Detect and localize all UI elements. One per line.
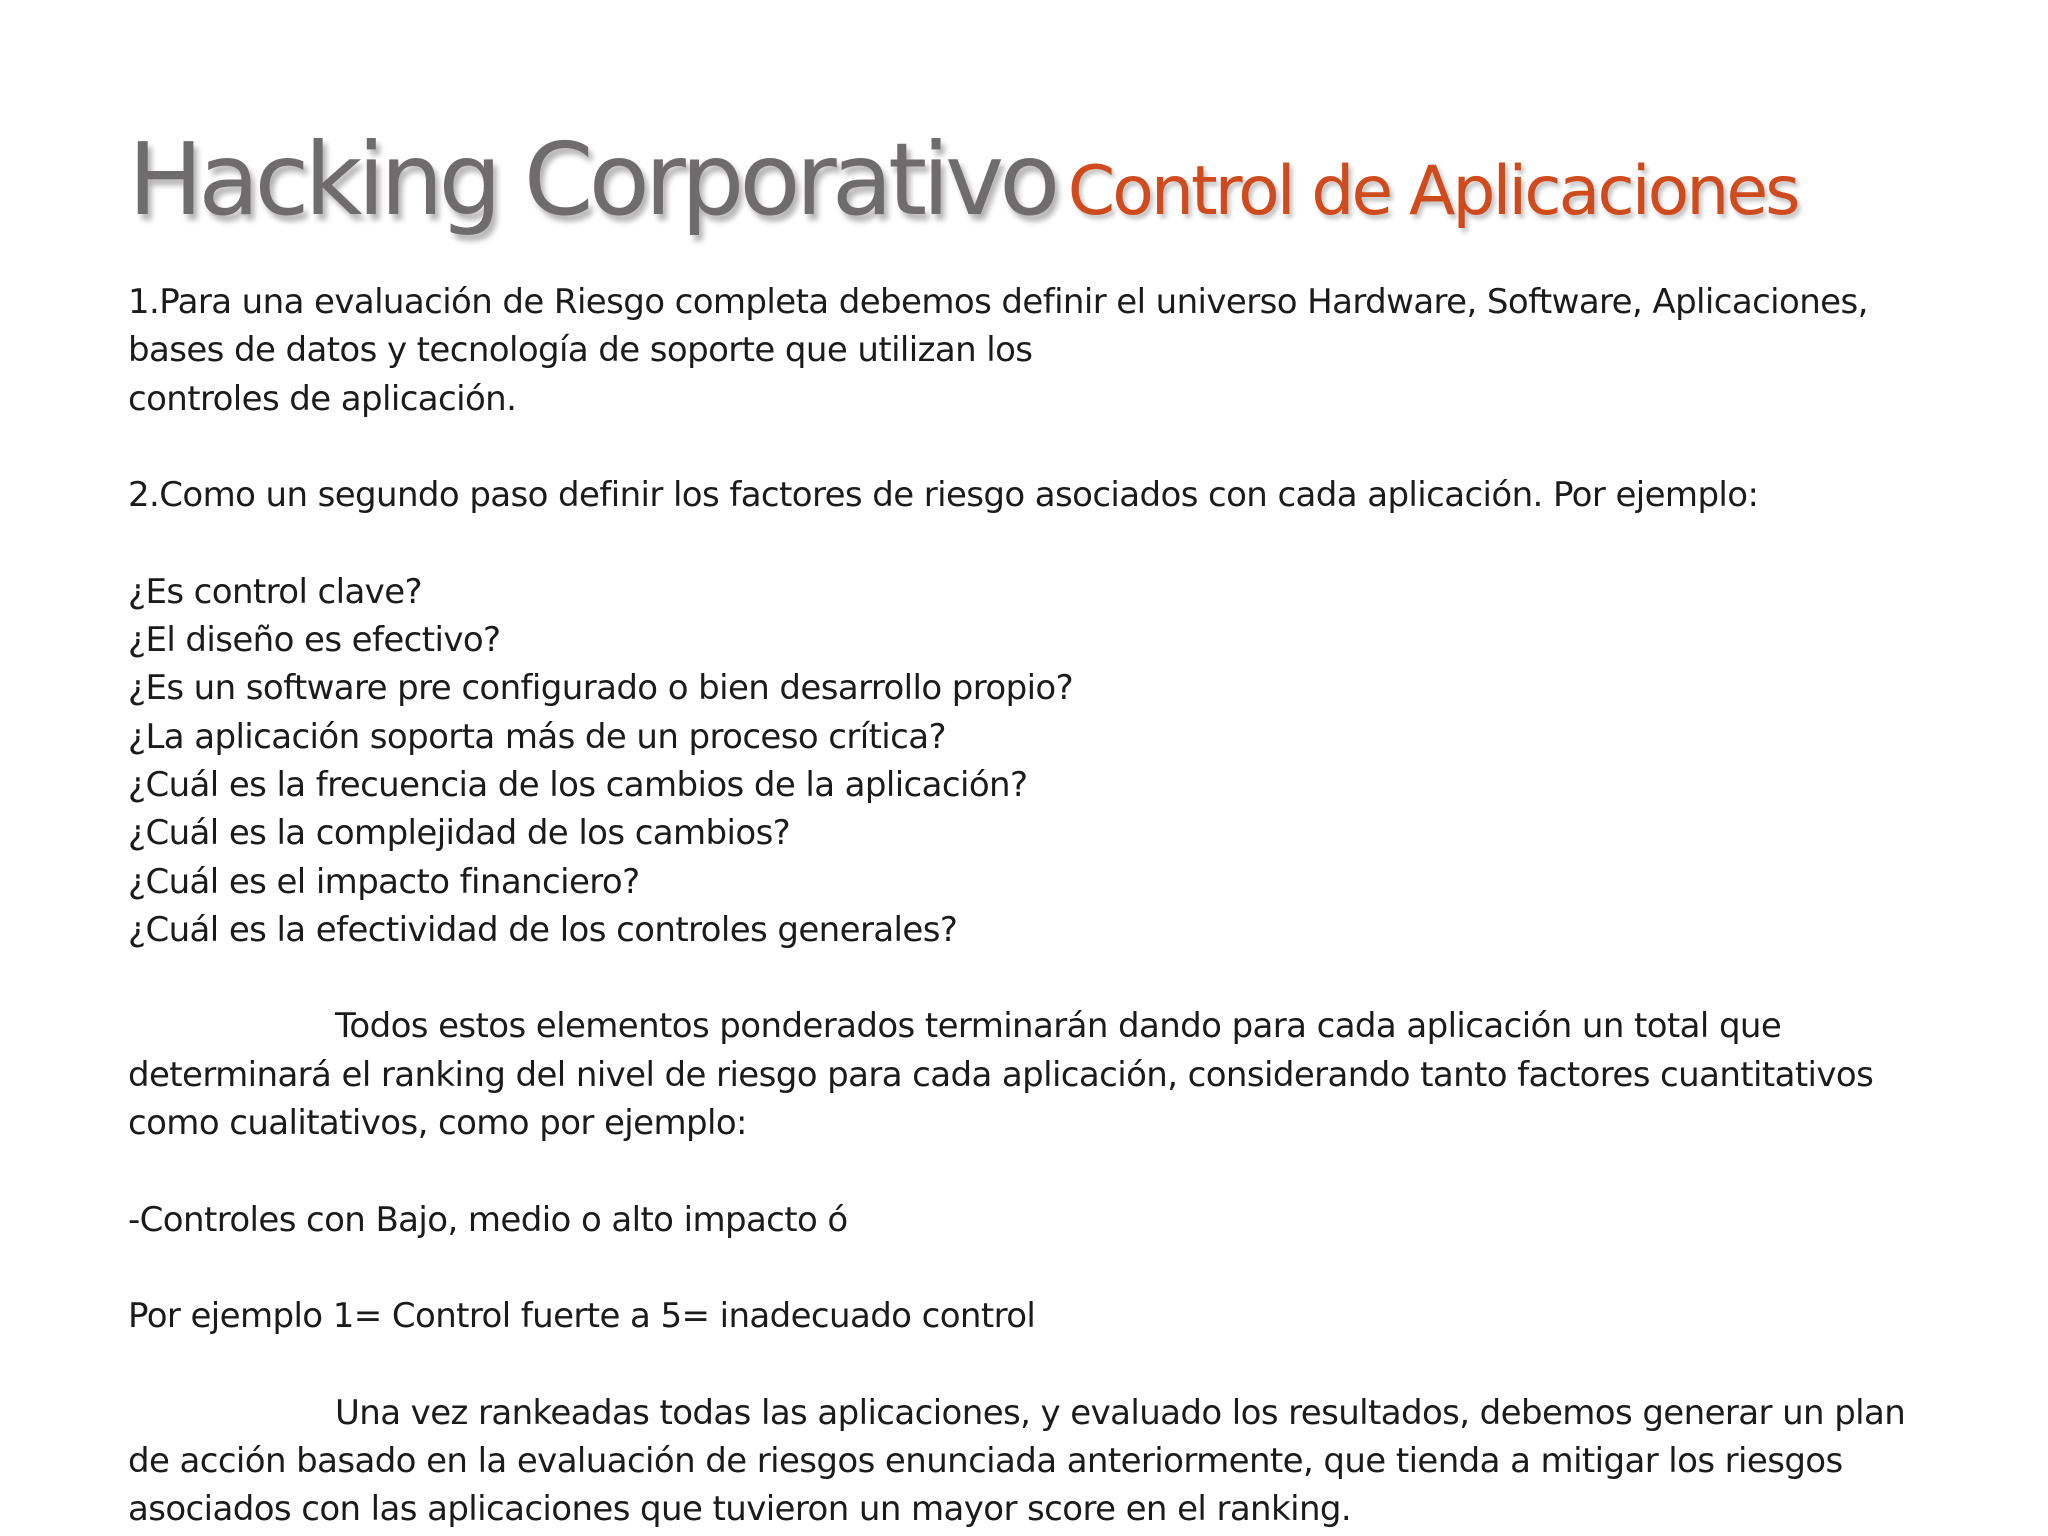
question-item: ¿Cuál es el impacto financiero? [128,861,640,902]
slide-body [128,278,1918,1534]
question-item: ¿Cuál es la efectividad de los controles generales? [128,909,958,950]
question-item: ¿Es un software pre configurado o bien desarrollo propio? [128,668,1074,709]
slide-title [128,121,1798,238]
paragraph-6: Una vez rankeadas todas las aplicaciones, y evaluado los resultados, debemos generar un plan de acción basado en la evaluación de riesgos enunciada anteriormente, que tienda a mitigar los riesgos asociados con las aplicaciones que tuvieron un mayor score en el ranking. [128,1392,1906,1530]
spacer [128,1147,1918,1195]
question-item: ¿Cuál es la complejidad de los cambios? [128,813,791,854]
paragraph-3: Todos estos elementos ponderados terminarán dando para cada aplicación un total que determinará el ranking del nivel de riesgo para cada aplicación, considerando tanto factores cuantitativos como cualitativos, como por ejemplo: [128,1006,1874,1144]
spacer [128,1341,1918,1389]
paragraph-5: Por ejemplo 1= Control fuerte a 5= inadecuado control [128,1296,1036,1337]
title-subtitle: Control de Aplicaciones [1067,152,1798,231]
paragraph-4: -Controles con Bajo, medio o alto impacto ó [128,1199,848,1240]
paragraph-1-line-2: bases de datos y tecnología de soporte que utilizan los [128,330,1033,371]
question-item: ¿Es control clave? [128,571,422,612]
question-item: ¿El diseño es efectivo? [128,620,501,661]
question-item: ¿Cuál es la frecuencia de los cambios de la aplicación? [128,764,1028,805]
paragraph-2: 2.Como un segundo paso definir los factores de riesgo asociados con cada aplicación. Por ejemplo: [128,475,1759,516]
paragraph-1-line-3: controles de aplicación. [128,378,517,419]
spacer [128,519,1918,567]
spacer [128,423,1918,471]
title-main: Hacking Corporativo [128,121,1056,238]
paragraph-1-line-1: 1.Para una evaluación de Riesgo completa debemos definir el universo Hardware, Software, Aplicaciones, [128,282,1868,322]
spacer [128,1244,1918,1292]
spacer [128,954,1918,1002]
question-item: ¿La aplicación soporta más de un proceso crítica? [128,716,946,757]
